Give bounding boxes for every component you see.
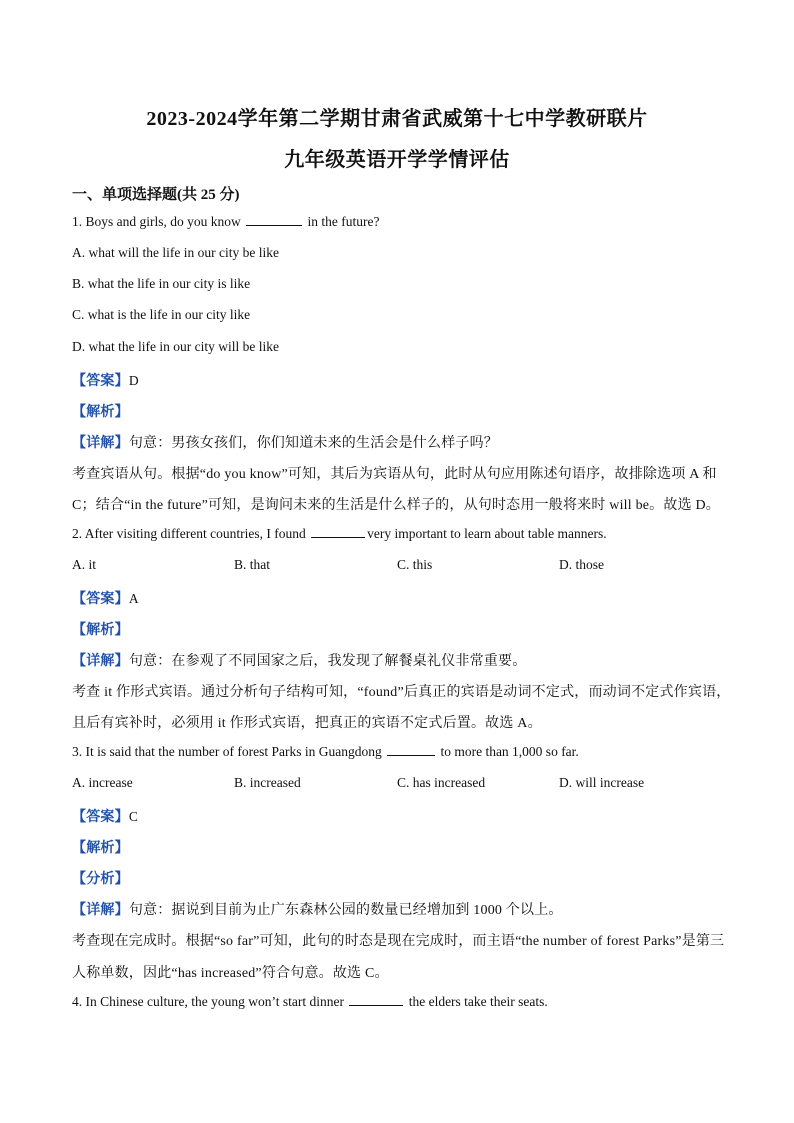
answer-label: 【答案】 bbox=[72, 374, 129, 389]
question-3-detail bbox=[72, 899, 563, 919]
detail-label: 【详解】 bbox=[72, 436, 129, 451]
question-2-option-d: D. those bbox=[559, 557, 604, 572]
detail-label: 【详解】 bbox=[72, 903, 129, 918]
question-1-stem bbox=[72, 214, 379, 230]
answer-value: C bbox=[128, 809, 138, 824]
answer-label: 【答案】 bbox=[72, 810, 129, 825]
breakdown-label: 【分析】 bbox=[72, 872, 129, 887]
question-3-breakdown bbox=[72, 868, 129, 888]
question-3-option-b: B. increased bbox=[234, 775, 301, 790]
question-3-explanation-line-1: 考查现在完成时。根据“so far”可知，此句的时态是现在完成时，而主语“the number of forest Parks”是第三 bbox=[72, 934, 725, 949]
question-3-stem-end: to more than 1,000 so far. bbox=[440, 744, 579, 759]
question-4-stem bbox=[72, 994, 548, 1010]
analysis-label: 【解析】 bbox=[72, 405, 129, 420]
question-3-option-d: D. will increase bbox=[559, 775, 645, 790]
detail-text: 句意：男孩女孩们，你们知道未来的生活会是什么样子吗？ bbox=[128, 436, 499, 451]
detail-label: 【详解】 bbox=[72, 654, 129, 669]
question-2-explanation-line-1: 考查 it 作形式宾语。通过分析句子结构可知，“found”后真正的宾语是动词不定式，而动词不定式作宾语， bbox=[72, 685, 731, 700]
question-4-stem-start: 4. In Chinese culture, the young won’t start dinner bbox=[72, 994, 344, 1009]
analysis-label: 【解析】 bbox=[72, 623, 129, 638]
question-2-explanation-line-2: 且后有宾补时，必须用 it 作形式宾语，把真正的宾语不定式后置。故选 A。 bbox=[72, 716, 542, 731]
question-1-explanation-line-2: C；结合“in the future”可知，是询问未来的生活是什么样子的，从句时态用一般将来时 will be。故选 D。 bbox=[72, 498, 720, 513]
question-3-stem-start: 3. It is said that the number of forest Parks in Guangdong bbox=[72, 744, 382, 759]
question-2-option-b: B. that bbox=[234, 557, 270, 572]
answer-blank bbox=[311, 536, 365, 538]
question-1-stem-end: in the future? bbox=[307, 214, 380, 229]
question-3-analysis bbox=[72, 837, 129, 857]
document-title: 2023-2024学年第二学期甘肃省武威第十七中学教研联片 bbox=[146, 108, 648, 130]
answer-blank bbox=[387, 754, 435, 756]
question-1-option-b: B. what the life in our city is like bbox=[72, 276, 251, 291]
question-1-option-a: A. what will the life in our city be like bbox=[72, 245, 279, 260]
answer-blank bbox=[246, 224, 302, 226]
answer-value: D bbox=[128, 373, 139, 388]
question-1-analysis bbox=[72, 401, 129, 421]
answer-label: 【答案】 bbox=[72, 592, 129, 607]
document-subtitle: 九年级英语开学学情评估 bbox=[284, 149, 510, 171]
question-1-option-d: D. what the life in our city will be like bbox=[72, 339, 279, 354]
question-3-option-c: C. has increased bbox=[397, 775, 486, 790]
question-1-answer bbox=[72, 370, 139, 390]
question-3-answer bbox=[72, 806, 138, 826]
question-3-option-a: A. increase bbox=[72, 775, 133, 790]
question-2-option-c: C. this bbox=[397, 557, 433, 572]
question-2-answer bbox=[72, 588, 139, 608]
analysis-label: 【解析】 bbox=[72, 841, 129, 856]
question-3-explanation-line-2: 人称单数，因此“has increased”符合句意。故选 C。 bbox=[72, 966, 389, 981]
question-2-stem bbox=[72, 526, 607, 542]
question-2-detail bbox=[72, 650, 526, 670]
question-1-explanation-line-1: 考查宾语从句。根据“do you know”可知，其后为宾语从句，此时从句应用陈述句语序，故排除选项 A 和 bbox=[72, 467, 717, 482]
question-1-stem-start: 1. Boys and girls, do you know bbox=[72, 214, 241, 229]
question-3-stem bbox=[72, 744, 579, 760]
question-2-stem-end: very important to learn about table manners. bbox=[367, 526, 607, 541]
answer-blank bbox=[349, 1004, 403, 1006]
answer-value: A bbox=[128, 591, 139, 606]
detail-text: 句意：在参观了不同国家之后，我发现了解餐桌礼仪非常重要。 bbox=[128, 654, 527, 669]
detail-text: 句意：据说到目前为止广东森林公园的数量已经增加到 1000 个以上。 bbox=[128, 903, 563, 918]
question-1-detail bbox=[72, 432, 498, 452]
question-4-stem-end: the elders take their seats. bbox=[408, 994, 548, 1009]
section-heading: 一、单项选择题(共 25 分) bbox=[72, 187, 240, 203]
question-2-stem-start: 2. After visiting different countries, I found bbox=[72, 526, 306, 541]
question-2-option-a: A. it bbox=[72, 557, 97, 572]
question-1-option-c: C. what is the life in our city like bbox=[72, 307, 251, 322]
question-2-analysis bbox=[72, 619, 129, 639]
